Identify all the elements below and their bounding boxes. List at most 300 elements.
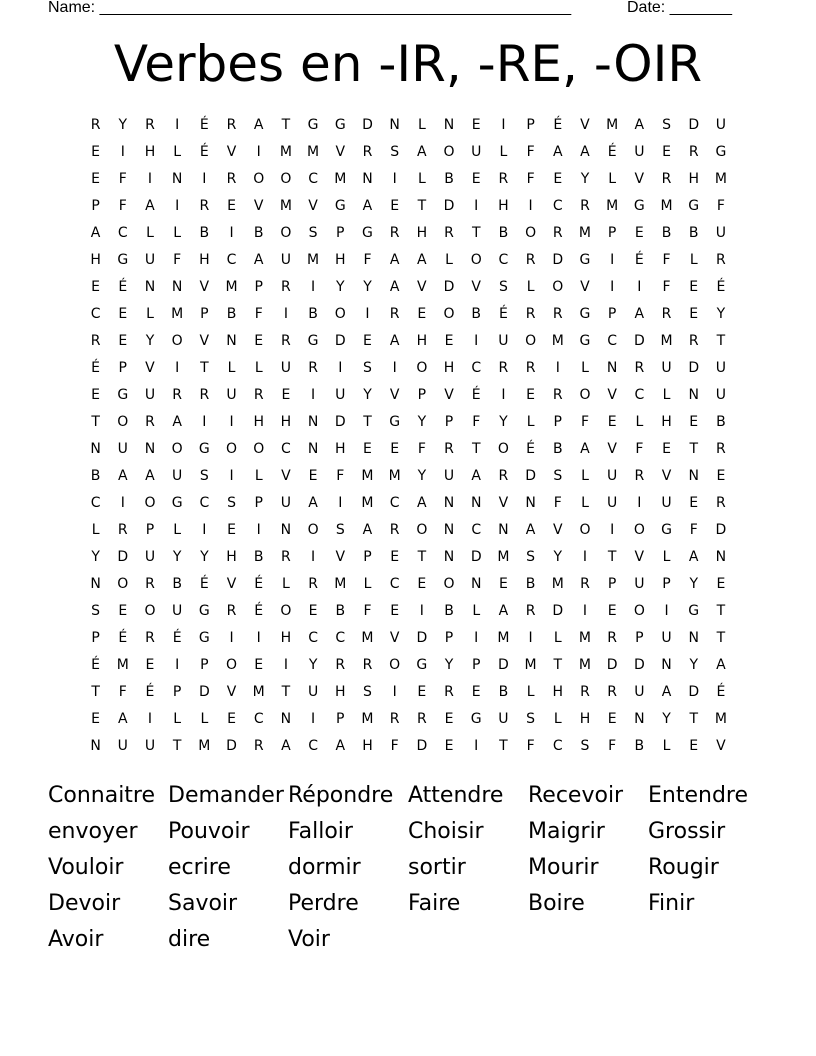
grid-letter[interactable]: C [335,629,346,646]
grid-letter[interactable]: P [336,224,345,241]
grid-letter[interactable]: T [471,440,481,457]
grid-letter[interactable]: D [606,656,618,673]
grid-letter[interactable]: I [283,656,288,673]
grid-letter[interactable]: R [634,467,645,484]
grid-letter[interactable]: B [253,224,264,241]
grid-letter[interactable]: L [254,359,263,376]
grid-letter[interactable]: T [417,197,427,214]
grid-letter[interactable]: E [91,278,101,295]
grid-letter[interactable]: T [499,737,508,754]
grid-letter[interactable]: T [200,359,209,376]
grid-letter[interactable]: P [336,710,345,727]
grid-letter[interactable]: C [552,737,563,754]
grid-letter[interactable]: L [173,521,182,538]
grid-letter[interactable]: B [471,305,482,322]
grid-letter[interactable]: C [389,494,400,511]
grid-letter[interactable]: V [716,737,726,754]
grid-letter[interactable]: F [472,413,481,430]
grid-letter[interactable]: R [281,332,291,349]
grid-letter[interactable]: T [689,440,698,457]
grid-letter[interactable]: A [552,143,563,160]
grid-letter[interactable]: V [308,197,318,214]
grid-letter[interactable]: O [633,602,645,619]
grid-letter[interactable]: V [199,332,210,349]
grid-letter[interactable]: I [582,548,588,565]
grid-letter[interactable]: D [633,332,645,349]
grid-letter[interactable]: N [498,521,509,538]
grid-letter[interactable]: Y [444,656,454,673]
grid-letter[interactable]: L [227,359,236,376]
grid-letter[interactable]: M [606,116,619,133]
grid-letter[interactable]: E [716,575,726,592]
grid-letter[interactable]: G [633,197,645,214]
grid-letter[interactable]: E [363,332,372,349]
grid-letter[interactable]: M [524,656,537,673]
grid-letter[interactable]: P [607,305,617,322]
grid-letter[interactable]: R [552,386,563,403]
grid-letter[interactable]: U [172,602,183,619]
grid-letter[interactable]: T [716,602,726,619]
grid-letter[interactable]: O [144,494,156,511]
grid-letter[interactable]: L [417,116,426,133]
grid-letter[interactable]: P [444,413,454,430]
grid-letter[interactable]: R [281,548,291,565]
grid-letter[interactable]: A [498,602,509,619]
grid-letter[interactable]: D [633,656,645,673]
grid-letter[interactable]: N [443,521,455,538]
grid-letter[interactable]: I [610,278,615,295]
grid-letter[interactable]: R [90,116,101,133]
grid-letter[interactable]: I [610,521,615,538]
grid-letter[interactable]: T [91,683,100,700]
grid-letter[interactable]: R [90,332,101,349]
grid-letter[interactable]: É [526,440,536,457]
grid-letter[interactable]: E [308,467,318,484]
grid-letter[interactable]: T [716,629,726,646]
grid-letter[interactable]: I [392,359,397,376]
grid-letter[interactable]: E [471,116,481,133]
grid-letter[interactable]: N [90,575,101,592]
grid-letter[interactable]: R [199,197,210,214]
grid-letter[interactable]: N [226,332,237,349]
grid-letter[interactable]: O [226,440,238,457]
grid-letter[interactable]: B [716,413,726,430]
grid-letter[interactable]: R [498,359,509,376]
grid-letter[interactable]: N [525,494,536,511]
grid-letter[interactable]: M [279,197,292,214]
grid-letter[interactable]: O [443,305,455,322]
grid-letter[interactable]: O [307,521,319,538]
grid-letter[interactable]: I [528,629,533,646]
grid-letter[interactable]: I [501,386,506,403]
grid-letter[interactable]: M [578,224,592,241]
grid-letter[interactable]: É [145,683,155,700]
grid-letter[interactable]: E [91,170,101,187]
grid-letter[interactable]: P [471,656,481,673]
grid-letter[interactable]: C [552,197,563,214]
grid-letter[interactable]: C [308,629,318,646]
grid-letter[interactable]: V [226,683,237,700]
grid-letter[interactable]: I [392,170,397,187]
grid-letter[interactable]: A [145,197,155,214]
grid-letter[interactable]: H [688,170,699,187]
grid-letter[interactable]: O [633,521,645,538]
grid-letter[interactable]: N [443,548,455,565]
grid-letter[interactable]: A [634,116,645,133]
grid-letter[interactable]: I [120,494,125,511]
grid-letter[interactable]: D [688,116,700,133]
grid-letter[interactable]: E [498,575,508,592]
grid-letter[interactable]: É [254,602,264,619]
grid-letter[interactable]: R [335,656,346,673]
grid-letter[interactable]: A [580,440,590,457]
grid-letter[interactable]: M [307,143,320,160]
grid-letter[interactable]: N [443,116,455,133]
grid-letter[interactable]: F [118,197,127,214]
grid-letter[interactable]: E [689,278,699,295]
grid-letter[interactable]: C [471,521,482,538]
grid-letter[interactable]: Y [662,710,671,727]
grid-letter[interactable]: A [362,197,373,214]
grid-letter[interactable]: V [580,116,590,133]
grid-letter[interactable]: F [417,440,426,457]
grid-letter[interactable]: G [416,656,428,673]
grid-letter[interactable]: N [362,170,373,187]
grid-letter[interactable]: U [144,386,156,403]
grid-letter[interactable]: P [91,629,100,646]
grid-letter[interactable]: O [117,413,129,430]
grid-letter[interactable]: H [335,683,346,700]
grid-letter[interactable]: A [145,467,155,484]
grid-letter[interactable]: É [199,143,209,160]
grid-letter[interactable]: M [660,197,673,214]
grid-letter[interactable]: V [253,197,264,214]
grid-letter[interactable]: D [117,548,129,565]
grid-letter[interactable]: L [662,548,671,565]
grid-letter[interactable]: E [281,386,291,403]
grid-letter[interactable]: H [280,413,292,430]
grid-letter[interactable]: L [608,170,617,187]
grid-letter[interactable]: O [552,278,564,295]
grid-letter[interactable]: M [714,170,727,187]
grid-letter[interactable]: E [308,602,318,619]
grid-letter[interactable]: A [389,332,400,349]
grid-letter[interactable]: É [607,143,617,160]
grid-letter[interactable]: U [144,548,156,565]
grid-letter[interactable]: D [362,116,373,133]
grid-letter[interactable]: G [362,224,373,241]
grid-letter[interactable]: U [280,251,292,268]
grid-letter[interactable]: H [416,224,428,241]
grid-letter[interactable]: E [526,386,536,403]
grid-letter[interactable]: F [526,143,535,160]
grid-letter[interactable]: R [444,440,454,457]
grid-letter[interactable]: C [281,440,291,457]
grid-letter[interactable]: T [91,413,100,430]
grid-letter[interactable]: L [254,467,263,484]
grid-letter[interactable]: M [198,737,211,754]
grid-letter[interactable]: U [172,467,183,484]
grid-letter[interactable]: E [227,521,236,538]
grid-letter[interactable]: L [146,305,154,322]
grid-letter[interactable]: O [416,359,428,376]
grid-letter[interactable]: R [389,710,400,727]
grid-letter[interactable]: O [280,602,292,619]
grid-letter[interactable]: E [444,737,454,754]
grid-letter[interactable]: G [688,197,700,214]
grid-letter[interactable]: E [444,710,454,727]
grid-letter[interactable]: A [362,521,373,538]
grid-letter[interactable]: M [606,197,619,214]
grid-letter[interactable]: L [499,143,508,160]
grid-letter[interactable]: G [307,332,319,349]
grid-letter[interactable]: D [226,737,237,754]
grid-letter[interactable]: I [555,359,560,376]
grid-letter[interactable]: S [199,467,209,484]
grid-letter[interactable]: I [474,332,479,349]
grid-letter[interactable]: E [118,305,128,322]
grid-letter[interactable]: N [144,440,156,457]
grid-letter[interactable]: T [172,737,182,754]
grid-letter[interactable]: D [688,683,700,700]
grid-letter[interactable]: R [580,575,590,592]
grid-letter[interactable]: I [175,116,180,133]
grid-letter[interactable]: U [471,143,482,160]
grid-letter[interactable]: U [715,224,727,241]
grid-letter[interactable]: S [526,710,536,727]
grid-letter[interactable]: O [144,602,156,619]
grid-letter[interactable]: O [280,224,292,241]
grid-letter[interactable]: R [199,386,210,403]
grid-letter[interactable]: E [689,413,699,430]
grid-letter[interactable]: M [334,575,347,592]
grid-letter[interactable]: P [145,521,155,538]
grid-letter[interactable]: E [254,656,264,673]
grid-letter[interactable]: E [390,197,400,214]
grid-letter[interactable]: V [417,278,427,295]
grid-letter[interactable]: L [363,575,372,592]
grid-letter[interactable]: N [688,467,699,484]
grid-letter[interactable]: N [307,440,319,457]
grid-letter[interactable]: E [662,143,671,160]
grid-letter[interactable]: E [390,440,400,457]
grid-letter[interactable]: P [91,197,100,214]
grid-letter[interactable]: E [390,602,400,619]
grid-letter[interactable]: A [117,467,128,484]
grid-letter[interactable]: B [335,602,346,619]
grid-letter[interactable]: A [417,494,427,511]
grid-letter[interactable]: C [471,359,482,376]
grid-letter[interactable]: M [361,467,374,484]
grid-letter[interactable]: G [579,332,591,349]
grid-letter[interactable]: S [227,494,236,511]
grid-letter[interactable]: I [229,629,234,646]
grid-letter[interactable]: N [171,170,183,187]
grid-letter[interactable]: E [444,332,454,349]
grid-letter[interactable]: I [229,467,234,484]
grid-letter[interactable]: E [553,170,563,187]
grid-letter[interactable]: E [417,575,427,592]
grid-letter[interactable]: I [229,224,234,241]
grid-letter[interactable]: F [689,521,698,538]
grid-letter[interactable]: D [552,602,564,619]
grid-letter[interactable]: V [607,440,617,457]
grid-letter[interactable]: B [253,548,264,565]
grid-letter[interactable]: I [256,143,261,160]
grid-letter[interactable]: R [172,386,183,403]
grid-letter[interactable]: L [662,386,671,403]
grid-letter[interactable]: I [175,197,180,214]
grid-letter[interactable]: I [311,386,316,403]
grid-letter[interactable]: S [91,602,101,619]
grid-letter[interactable]: U [117,440,128,457]
grid-letter[interactable]: B [172,575,182,592]
grid-letter[interactable]: R [444,683,454,700]
grid-letter[interactable]: Y [308,656,318,673]
grid-letter[interactable]: I [338,359,343,376]
grid-letter[interactable]: É [199,575,209,592]
grid-letter[interactable]: D [443,197,455,214]
grid-letter[interactable]: V [607,386,617,403]
grid-letter[interactable]: R [281,278,291,295]
grid-letter[interactable]: R [525,602,536,619]
grid-letter[interactable]: T [281,683,291,700]
grid-letter[interactable]: U [661,494,672,511]
grid-letter[interactable]: N [443,494,455,511]
grid-letter[interactable]: R [661,305,672,322]
grid-letter[interactable]: D [688,359,700,376]
grid-letter[interactable]: G [579,251,591,268]
grid-letter[interactable]: F [662,251,671,268]
grid-letter[interactable]: Y [145,332,155,349]
grid-letter[interactable]: E [227,197,236,214]
grid-letter[interactable]: C [634,386,645,403]
grid-letter[interactable]: N [280,710,292,727]
grid-letter[interactable]: N [688,386,699,403]
grid-letter[interactable]: O [470,251,482,268]
grid-letter[interactable]: R [552,224,563,241]
grid-letter[interactable]: R [145,629,155,646]
grid-letter[interactable]: G [198,440,210,457]
grid-letter[interactable]: G [389,413,401,430]
grid-letter[interactable]: F [662,278,671,295]
grid-letter[interactable]: P [444,629,454,646]
grid-letter[interactable]: H [199,251,210,268]
grid-letter[interactable]: S [335,521,345,538]
grid-letter[interactable]: G [688,602,700,619]
grid-letter[interactable]: R [607,683,618,700]
grid-letter[interactable]: U [634,143,645,160]
grid-letter[interactable]: V [580,278,590,295]
grid-letter[interactable]: N [389,116,400,133]
grid-letter[interactable]: R [308,575,318,592]
grid-letter[interactable]: F [390,737,399,754]
grid-letter[interactable]: H [552,683,564,700]
grid-letter[interactable]: I [311,710,316,727]
grid-letter[interactable]: É [716,278,726,295]
grid-letter[interactable]: M [116,656,129,673]
grid-letter[interactable]: E [91,143,101,160]
grid-letter[interactable]: C [199,494,210,511]
grid-letter[interactable]: P [417,386,427,403]
grid-letter[interactable]: M [714,710,727,727]
grid-letter[interactable]: V [281,467,291,484]
grid-letter[interactable]: I [637,278,642,295]
grid-letter[interactable]: E [363,440,372,457]
grid-letter[interactable]: O [171,440,183,457]
grid-letter[interactable]: L [581,494,589,511]
grid-letter[interactable]: R [389,224,400,241]
grid-letter[interactable]: I [202,170,207,187]
grid-letter[interactable]: R [525,359,536,376]
grid-letter[interactable]: G [579,305,591,322]
grid-letter[interactable]: A [90,224,101,241]
grid-letter[interactable]: R [525,251,536,268]
grid-letter[interactable]: E [471,170,481,187]
grid-letter[interactable]: I [474,737,479,754]
grid-letter[interactable]: T [417,548,427,565]
grid-letter[interactable]: R [607,629,618,646]
grid-letter[interactable]: I [175,359,180,376]
grid-letter[interactable]: E [118,332,128,349]
grid-letter[interactable]: T [363,413,372,430]
grid-letter[interactable]: U [661,359,672,376]
grid-letter[interactable]: É [91,359,101,376]
grid-letter[interactable]: F [608,737,617,754]
grid-letter[interactable]: S [526,548,536,565]
grid-letter[interactable]: M [307,251,320,268]
grid-letter[interactable]: R [416,710,427,727]
grid-letter[interactable]: A [389,251,400,268]
grid-letter[interactable]: V [552,521,563,538]
grid-letter[interactable]: O [579,386,591,403]
grid-letter[interactable]: L [689,251,698,268]
grid-letter[interactable]: F [118,683,127,700]
grid-letter[interactable]: H [362,737,373,754]
grid-letter[interactable]: D [334,413,346,430]
grid-letter[interactable]: N [144,278,156,295]
grid-letter[interactable]: B [90,467,101,484]
grid-letter[interactable]: M [171,305,184,322]
grid-letter[interactable]: N [606,359,618,376]
grid-letter[interactable]: R [389,521,400,538]
grid-letter[interactable]: A [172,413,182,430]
grid-letter[interactable]: I [610,251,615,268]
grid-letter[interactable]: L [146,224,154,241]
grid-letter[interactable]: N [688,629,699,646]
grid-letter[interactable]: P [553,413,562,430]
grid-letter[interactable]: C [308,737,318,754]
grid-letter[interactable]: R [580,197,590,214]
grid-letter[interactable]: E [607,602,617,619]
grid-letter[interactable]: O [416,521,428,538]
grid-letter[interactable]: U [335,386,346,403]
grid-letter[interactable]: F [173,251,182,268]
grid-letter[interactable]: R [253,386,264,403]
grid-letter[interactable]: N [280,521,292,538]
grid-letter[interactable]: R [389,305,400,322]
grid-letter[interactable]: A [335,737,346,754]
grid-letter[interactable]: L [581,359,589,376]
grid-letter[interactable]: L [91,521,100,538]
grid-letter[interactable]: V [335,548,346,565]
grid-letter[interactable]: U [715,359,727,376]
grid-letter[interactable]: H [280,629,292,646]
grid-letter[interactable]: F [363,251,372,268]
grid-letter[interactable]: E [118,602,128,619]
grid-letter[interactable]: G [661,521,672,538]
grid-letter[interactable]: V [199,278,210,295]
